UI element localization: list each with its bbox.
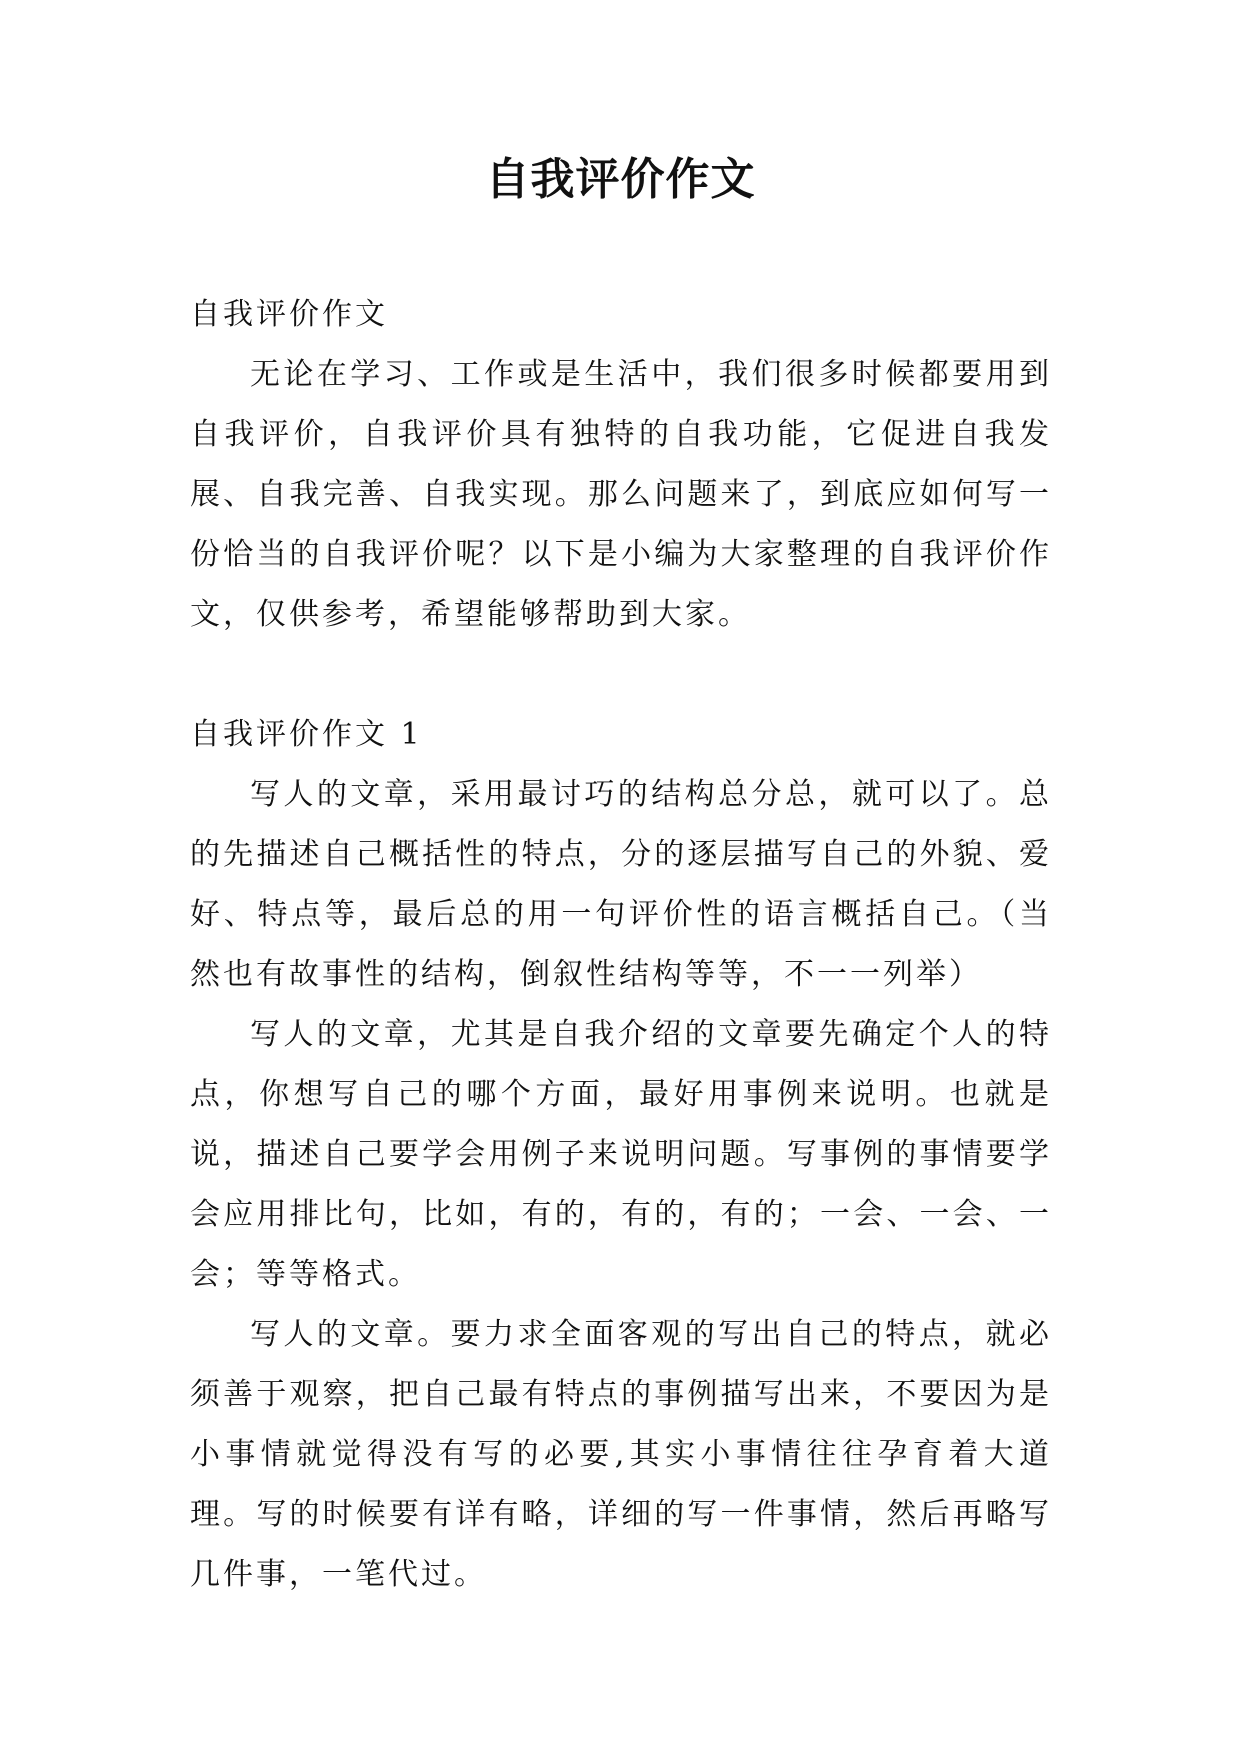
intro-heading: 自我评价作文	[190, 297, 388, 332]
document-body	[190, 285, 1052, 1605]
section1-paragraph-3: 写人的文章。要力求全面客观的写出自己的特点，就必须善于观察，把自己最有特点的事例描写出来，不要因为是小事情就觉得没有写的必要,其实小事情往往孕育着大道理。写的时候要有详有略，详细的写一件事情，然后再略写几件事，一笔代过。	[190, 1317, 1052, 1592]
section1-paragraph-1: 写人的文章，采用最讨巧的结构总分总，就可以了。总的先描述自己概括性的特点，分的逐层描写自己的外貌、爱好、特点等，最后总的用一句评价性的语言概括自己。（当然也有故事性的结构，倒叙性结构等等，不一一列举）	[190, 777, 1052, 992]
section1-paragraph-2: 写人的文章，尤其是自我介绍的文章要先确定个人的特点，你想写自己的哪个方面，最好用事例来说明。也就是说，描述自己要学会用例子来说明问题。写事例的事情要学会应用排比句，比如，有的，有的，有的；一会、一会、一会；等等格式。	[190, 1017, 1052, 1292]
intro-paragraph: 无论在学习、工作或是生活中，我们很多时候都要用到自我评价，自我评价具有独特的自我功能，它促进自我发展、自我完善、自我实现。那么问题来了，到底应如何写一份恰当的自我评价呢？以下是小编为大家整理的自我评价作文，仅供参考，希望能够帮助到大家。	[190, 357, 1052, 632]
section1-heading: 自我评价作文 1	[190, 717, 423, 752]
section-spacer	[190, 645, 1052, 705]
document-title: 自我评价作文	[485, 154, 756, 205]
